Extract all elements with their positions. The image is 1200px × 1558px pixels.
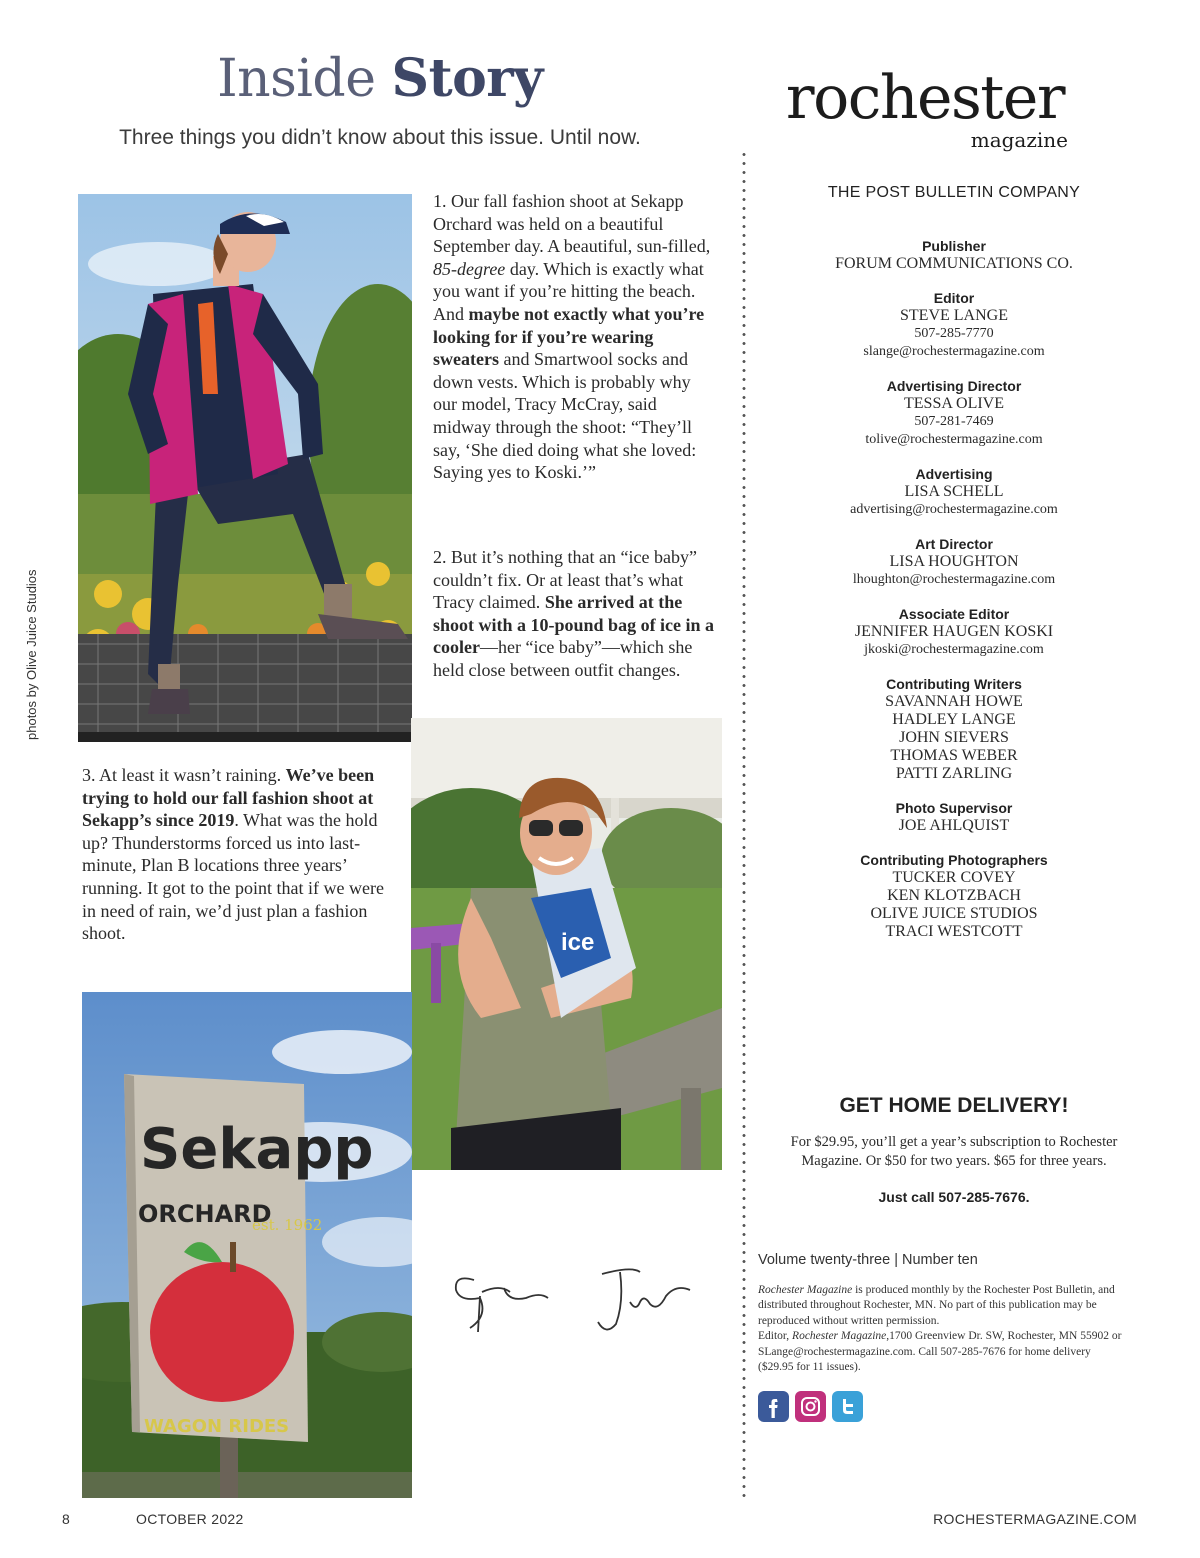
masthead-group bbox=[760, 852, 1148, 941]
masthead-name: LISA SCHELL bbox=[904, 483, 1004, 500]
masthead-group bbox=[760, 466, 1148, 519]
story-item-1: 1. Our fall fashion shoot at Sekapp Orchard was held on a beautiful September day. A beautiful, sun-filled, 85-degree day. Which is exactly what you want if you’re hitting the beach. And maybe not exactly what you’re looking for if you’re wearing sweaters and Smartwool socks and down vests. Which is probably why our model, Tracy McCray, said midway through the shoot: “They’ll say, ‘She died doing what she loved: Saying yes to Koski.’” bbox=[433, 191, 711, 483]
masthead-name: KEN KLOTZBACH bbox=[887, 887, 1021, 904]
editor-signatures bbox=[440, 1262, 710, 1342]
title-bold: Story bbox=[391, 48, 543, 109]
page-subtitle: Three things you didn’t know about this issue. Until now. bbox=[119, 126, 641, 149]
masthead-role: Associate Editor bbox=[898, 606, 1010, 622]
company-name: THE POST BULLETIN COMPANY bbox=[827, 184, 1081, 201]
masthead-phone: 507-285-7770 bbox=[914, 326, 994, 341]
masthead-role: Contributing Writers bbox=[886, 676, 1022, 692]
website-link[interactable]: ROCHESTERMAGAZINE.COM bbox=[933, 1511, 1137, 1527]
masthead-role: Art Director bbox=[915, 536, 993, 552]
magazine-logo-sub: magazine bbox=[970, 128, 1068, 152]
masthead-email[interactable]: advertising@rochestermagazine.com bbox=[850, 502, 1058, 517]
masthead-group bbox=[760, 606, 1148, 659]
masthead-name: TUCKER COVEY bbox=[892, 869, 1016, 886]
title-light: Inside bbox=[217, 49, 376, 109]
sign-title: Sekapp bbox=[140, 1117, 374, 1182]
masthead-name: JOHN SIEVERS bbox=[899, 729, 1009, 746]
masthead-phone: 507-281-7469 bbox=[914, 414, 994, 429]
delivery-heading: GET HOME DELIVERY! bbox=[839, 1094, 1069, 1117]
masthead-group bbox=[760, 378, 1148, 449]
photo-credit: photos by Olive Juice Studios bbox=[24, 569, 39, 740]
masthead-group bbox=[760, 676, 1148, 783]
instagram-icon[interactable] bbox=[795, 1391, 826, 1422]
masthead-email[interactable]: tolive@rochestermagazine.com bbox=[865, 432, 1043, 447]
page-number: 8 bbox=[62, 1511, 71, 1527]
sign-subtitle: ORCHARD bbox=[138, 1200, 272, 1228]
masthead-group bbox=[760, 800, 1148, 835]
masthead-role: Photo Supervisor bbox=[895, 800, 1013, 816]
sekapp-orchard-sign-photo bbox=[82, 992, 412, 1498]
social-links bbox=[758, 1391, 863, 1423]
masthead-name: TRACI WESTCOTT bbox=[885, 923, 1023, 940]
staff-masthead bbox=[760, 238, 1148, 958]
masthead-name: SAVANNAH HOWE bbox=[885, 693, 1023, 710]
issue-date: OCTOBER 2022 bbox=[136, 1511, 244, 1527]
masthead-name: HADLEY LANGE bbox=[892, 711, 1016, 728]
model-standing-photo bbox=[78, 194, 412, 742]
masthead-name: FORUM COMMUNICATIONS CO. bbox=[835, 255, 1073, 272]
masthead-name: STEVE LANGE bbox=[900, 307, 1008, 324]
masthead-role: Publisher bbox=[922, 238, 986, 254]
masthead-role: Editor bbox=[933, 290, 975, 306]
magazine-logo: rochester bbox=[785, 63, 1065, 133]
story-item-2: 2. But it’s nothing that an “ice baby” couldn’t fix. Or at least that’s what Tracy claimed. She arrived at the shoot with a 10-pound bag of ice in a cooler—her “ice baby”—which she held close between outfit changes. bbox=[433, 547, 715, 680]
masthead-name: OLIVE JUICE STUDIOS bbox=[870, 905, 1038, 922]
volume-number: Volume twenty-three | Number ten bbox=[758, 1252, 978, 1268]
masthead-name: LISA HOUGHTON bbox=[889, 553, 1019, 570]
masthead-email[interactable]: lhoughton@rochestermagazine.com bbox=[852, 572, 1056, 587]
masthead-group bbox=[760, 238, 1148, 273]
masthead-name: THOMAS WEBER bbox=[890, 747, 1018, 764]
page-title bbox=[80, 48, 680, 109]
sign-established: est. 1962 bbox=[252, 1216, 323, 1234]
story-item-3: 3. At least it wasn’t raining. We’ve been trying to hold our fall fashion shoot at Sekapp’s since 2019. What was the hold up? Thunderstorms forced us into last-minute, Plan B locations three years’ running. It got to the point that if we were in need of rain, we’d just plan a fashion shoot. bbox=[82, 765, 384, 944]
masthead-group bbox=[760, 536, 1148, 589]
masthead-role: Contributing Photographers bbox=[860, 852, 1048, 868]
ice-bag-label: ice bbox=[561, 929, 595, 956]
sign-wagon-rides: WAGON RIDES bbox=[144, 1416, 290, 1437]
masthead-email[interactable]: jkoski@rochestermagazine.com bbox=[864, 642, 1044, 657]
colophon-text: Rochester Magazine is produced monthly by the Rochester Post Bulletin, and distributed throughout Rochester, MN. No part of this publication may be reproduced without written permission. Editor, Rochester Magazine,1700 Greenview Dr. SW, Rochester, MN 55902 or SLange@rochestermagazine.com. Call 507-285-7676 for home delivery ($29.95 for 11 issues). bbox=[758, 1284, 1122, 1374]
masthead-name: PATTI ZARLING bbox=[895, 765, 1013, 782]
masthead-role: Advertising bbox=[915, 466, 993, 482]
masthead-email[interactable]: slange@rochestermagazine.com bbox=[863, 344, 1045, 359]
twitter-icon[interactable] bbox=[832, 1391, 863, 1422]
column-divider bbox=[742, 150, 746, 1500]
facebook-icon[interactable] bbox=[758, 1391, 789, 1422]
masthead-name: JOE AHLQUIST bbox=[898, 817, 1010, 834]
masthead-role: Advertising Director bbox=[886, 378, 1022, 394]
masthead-group bbox=[760, 290, 1148, 361]
masthead-name: JENNIFER HAUGEN KOSKI bbox=[854, 623, 1054, 640]
delivery-text: For $29.95, you’ll get a year’s subscription to Rochester Magazine. Or $50 for two years. $65 for three years. bbox=[790, 1134, 1118, 1169]
model-ice-baby-photo bbox=[411, 718, 722, 1170]
masthead-name: TESSA OLIVE bbox=[904, 395, 1004, 412]
delivery-phone: Just call 507-285-7676. bbox=[878, 1189, 1030, 1205]
